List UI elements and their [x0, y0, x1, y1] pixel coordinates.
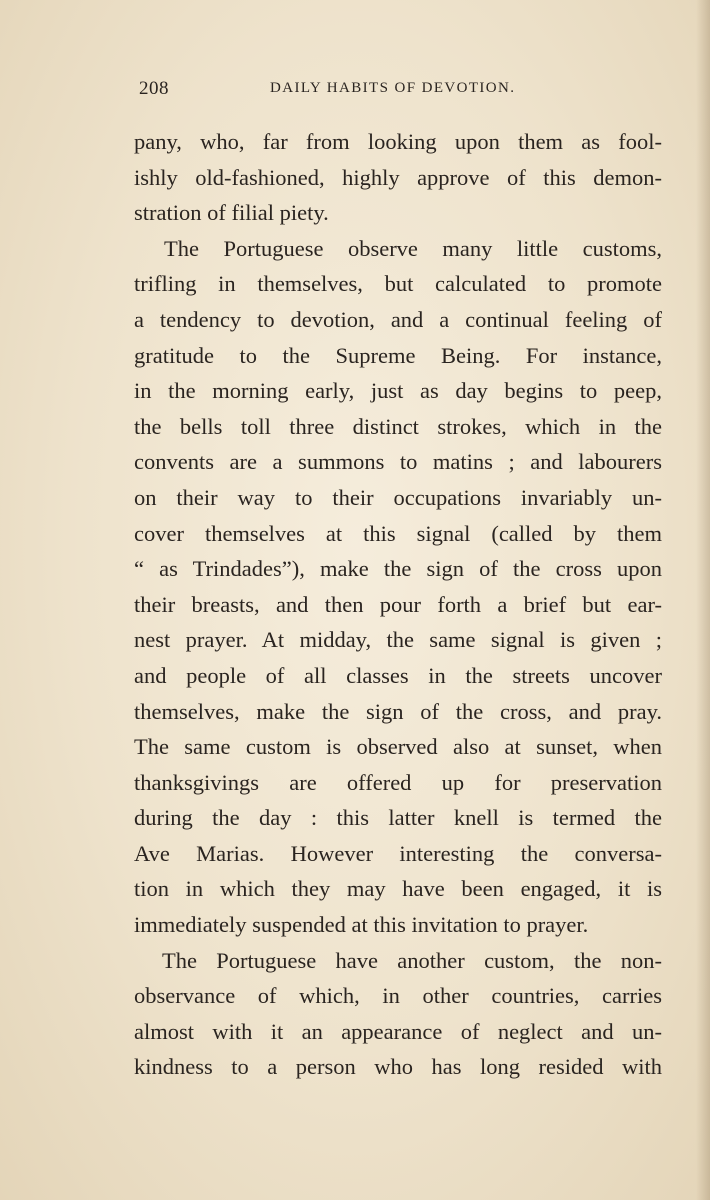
- text-line: ishly old-fashioned, highly approve of this demon-: [134, 164, 662, 190]
- text-line: thanksgivings are offered up for preservation: [134, 769, 662, 795]
- text-line: trifling in themselves, but calculated to promote: [134, 271, 662, 297]
- text-line: pany, who, far from looking upon them as fool-: [134, 129, 662, 154]
- body-text: [134, 124, 662, 1085]
- text-line: tion in which they may have been engaged, it is: [134, 876, 662, 902]
- text-line: “ as Trindades”), make the sign of the cross upon: [134, 556, 662, 582]
- text-line: nest prayer. At midday, the same signal is given ;: [134, 627, 662, 653]
- text-line: convents are a summons to matins ; and labourers: [134, 449, 662, 475]
- page-edge-shadow: [696, 0, 710, 1200]
- text-line: immediately suspended at this invitation to prayer.: [134, 912, 589, 938]
- text-line: during the day : this latter knell is termed the: [134, 805, 662, 831]
- text-line: gratitude to the Supreme Being. For instance,: [134, 342, 662, 368]
- text-line: their breasts, and then pour forth a brief but ear-: [134, 591, 662, 617]
- text-line: observance of which, in other countries, carries: [134, 983, 662, 1009]
- page-header: [0, 78, 710, 104]
- paragraph-first-line: The Portuguese observe many little customs,: [164, 235, 662, 261]
- paragraph-first-line: The Portuguese have another custom, the non-: [162, 947, 662, 973]
- text-line: the bells toll three distinct strokes, which in the: [134, 413, 662, 439]
- text-line: The same custom is observed also at sunset, when: [134, 734, 662, 760]
- text-line: cover themselves at this signal (called by them: [134, 520, 662, 546]
- text-line: a tendency to devotion, and a continual feeling of: [134, 306, 662, 332]
- text-line: in the morning early, just as day begins to peep,: [134, 378, 662, 404]
- text-line: and people of all classes in the streets uncover: [134, 662, 662, 688]
- text-line: almost with it an appearance of neglect and un-: [134, 1018, 662, 1044]
- text-line: Ave Marias. However interesting the conversa-: [134, 840, 662, 866]
- text-line: stration of filial piety.: [134, 200, 329, 226]
- text-line: themselves, make the sign of the cross, and pray.: [134, 698, 662, 724]
- text-line: kindness to a person who has long resided with: [134, 1054, 662, 1080]
- text-line: on their way to their occupations invariably un-: [134, 484, 662, 510]
- page-number: 208: [139, 78, 169, 99]
- running-head: DAILY HABITS OF DEVOTION.: [270, 80, 516, 96]
